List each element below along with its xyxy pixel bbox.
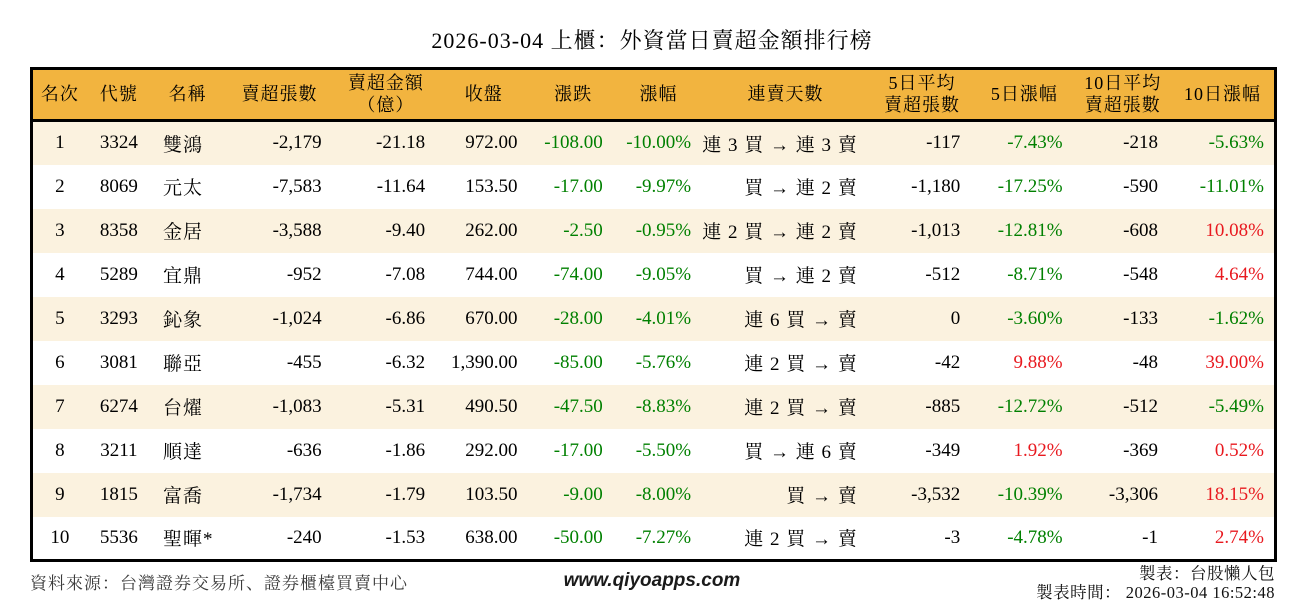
change-cell: -50.00 — [530, 517, 615, 561]
close-price-cell: 292.00 — [437, 429, 530, 473]
table-row — [32, 253, 1276, 297]
header-close: 收盤 — [437, 69, 530, 121]
sell-amount-cell: -9.40 — [335, 209, 437, 253]
header-avg5-volume: 5日平均 賣超張數 — [870, 69, 974, 121]
change-cell: -2.50 — [530, 209, 615, 253]
sell-volume-cell: -2,179 — [224, 121, 334, 165]
change-cell: -17.00 — [530, 165, 615, 209]
header-streak: 連賣天數 — [701, 69, 870, 121]
stock-name-cell: 聯亞 — [151, 341, 224, 385]
close-price-cell: 1,390.00 — [437, 341, 530, 385]
avg5-volume-cell: -1,180 — [870, 165, 974, 209]
avg10-volume-cell: -3,306 — [1075, 473, 1171, 517]
streak-cell: 買 → 連 2 賣 — [701, 165, 870, 209]
rank-cell: 1 — [32, 121, 87, 165]
pct5-cell: -7.43% — [974, 121, 1074, 165]
avg10-volume-cell: -218 — [1075, 121, 1171, 165]
streak-cell: 買 → 連 2 賣 — [701, 253, 870, 297]
header-avg10-volume: 10日平均 賣超張數 — [1075, 69, 1171, 121]
sell-amount-cell: -6.86 — [335, 297, 437, 341]
rank-cell: 3 — [32, 209, 87, 253]
header-rank: 名次 — [32, 69, 87, 121]
sell-amount-cell: -7.08 — [335, 253, 437, 297]
rank-cell: 6 — [32, 341, 87, 385]
rank-cell: 10 — [32, 517, 87, 561]
stock-name-cell: 台燿 — [151, 385, 224, 429]
avg5-volume-cell: 0 — [870, 297, 974, 341]
stock-code-cell: 8069 — [87, 165, 151, 209]
sell-amount-cell: -1.79 — [335, 473, 437, 517]
streak-cell: 連 3 買 → 連 3 賣 — [701, 121, 870, 165]
sell-amount-cell: -11.64 — [335, 165, 437, 209]
close-price-cell: 744.00 — [437, 253, 530, 297]
pct5-cell: -17.25% — [974, 165, 1074, 209]
stock-code-cell: 5536 — [87, 517, 151, 561]
pct10-cell: -5.63% — [1171, 121, 1276, 165]
pct5-cell: -3.60% — [974, 297, 1074, 341]
change-cell: -9.00 — [530, 473, 615, 517]
avg5-volume-cell: -885 — [870, 385, 974, 429]
stock-name-cell: 宜鼎 — [151, 253, 224, 297]
table-row — [32, 209, 1276, 253]
rank-cell: 9 — [32, 473, 87, 517]
streak-cell: 買 → 連 6 賣 — [701, 429, 870, 473]
sell-volume-cell: -952 — [224, 253, 334, 297]
sell-amount-cell: -1.86 — [335, 429, 437, 473]
header-change-pct: 漲幅 — [616, 69, 701, 121]
sell-volume-cell: -240 — [224, 517, 334, 561]
table-row — [32, 385, 1276, 429]
close-price-cell: 103.50 — [437, 473, 530, 517]
change-cell: -17.00 — [530, 429, 615, 473]
pct10-cell: -5.49% — [1171, 385, 1276, 429]
table-row — [32, 165, 1276, 209]
header-sell-amount: 賣超金額 （億） — [335, 69, 437, 121]
stock-name-cell: 聖暉* — [151, 517, 224, 561]
change-pct-cell: -7.27% — [616, 517, 701, 561]
avg5-volume-cell: -3 — [870, 517, 974, 561]
table-row — [32, 341, 1276, 385]
change-cell: -74.00 — [530, 253, 615, 297]
sell-volume-cell: -3,588 — [224, 209, 334, 253]
avg5-volume-cell: -1,013 — [870, 209, 974, 253]
pct5-cell: -12.72% — [974, 385, 1074, 429]
stock-code-cell: 8358 — [87, 209, 151, 253]
sell-amount-cell: -21.18 — [335, 121, 437, 165]
pct10-cell: 18.15% — [1171, 473, 1276, 517]
stock-name-cell: 金居 — [151, 209, 224, 253]
pct10-cell: 39.00% — [1171, 341, 1276, 385]
stock-name-cell: 鈊象 — [151, 297, 224, 341]
sell-volume-cell: -636 — [224, 429, 334, 473]
table-body — [32, 121, 1276, 561]
stock-code-cell: 5289 — [87, 253, 151, 297]
avg5-volume-cell: -42 — [870, 341, 974, 385]
table-header-row — [32, 69, 1276, 121]
pct5-cell: -4.78% — [974, 517, 1074, 561]
ranking-table — [30, 67, 1277, 562]
rank-cell: 4 — [32, 253, 87, 297]
table-row — [32, 297, 1276, 341]
sell-volume-cell: -1,734 — [224, 473, 334, 517]
header-pct10: 10日漲幅 — [1171, 69, 1276, 121]
streak-cell: 買 → 賣 — [701, 473, 870, 517]
stock-code-cell: 3211 — [87, 429, 151, 473]
change-pct-cell: -5.76% — [616, 341, 701, 385]
stock-code-cell: 3293 — [87, 297, 151, 341]
pct10-cell: 10.08% — [1171, 209, 1276, 253]
pct5-cell: 1.92% — [974, 429, 1074, 473]
avg10-volume-cell: -590 — [1075, 165, 1171, 209]
change-pct-cell: -4.01% — [616, 297, 701, 341]
avg5-volume-cell: -3,532 — [870, 473, 974, 517]
avg10-volume-cell: -1 — [1075, 517, 1171, 561]
table-row — [32, 517, 1276, 561]
close-price-cell: 638.00 — [437, 517, 530, 561]
avg10-volume-cell: -48 — [1075, 341, 1171, 385]
sell-amount-cell: -6.32 — [335, 341, 437, 385]
avg10-volume-cell: -133 — [1075, 297, 1171, 341]
header-code: 代號 — [87, 69, 151, 121]
stock-code-cell: 1815 — [87, 473, 151, 517]
sell-volume-cell: -7,583 — [224, 165, 334, 209]
sell-volume-cell: -455 — [224, 341, 334, 385]
avg10-volume-cell: -608 — [1075, 209, 1171, 253]
pct10-cell: 0.52% — [1171, 429, 1276, 473]
pct5-cell: -8.71% — [974, 253, 1074, 297]
stock-code-cell: 3324 — [87, 121, 151, 165]
pct10-cell: -1.62% — [1171, 297, 1276, 341]
header-change: 漲跌 — [530, 69, 615, 121]
rank-cell: 8 — [32, 429, 87, 473]
table-row — [32, 121, 1276, 165]
change-cell: -85.00 — [530, 341, 615, 385]
change-cell: -108.00 — [530, 121, 615, 165]
change-cell: -47.50 — [530, 385, 615, 429]
stock-name-cell: 元太 — [151, 165, 224, 209]
change-pct-cell: -5.50% — [616, 429, 701, 473]
sell-volume-cell: -1,083 — [224, 385, 334, 429]
close-price-cell: 670.00 — [437, 297, 530, 341]
pct10-cell: 2.74% — [1171, 517, 1276, 561]
streak-cell: 連 2 買 → 連 2 賣 — [701, 209, 870, 253]
streak-cell: 連 2 買 → 賣 — [701, 385, 870, 429]
close-price-cell: 490.50 — [437, 385, 530, 429]
made-time-label: 製表時間： 2026-03-04 16:52:48 — [1036, 583, 1275, 602]
stock-code-cell: 3081 — [87, 341, 151, 385]
website-url: www.qiyoapps.com — [563, 570, 741, 591]
change-pct-cell: -8.83% — [616, 385, 701, 429]
avg10-volume-cell: -512 — [1075, 385, 1171, 429]
credit-block — [1036, 564, 1275, 602]
pct10-cell: -11.01% — [1171, 165, 1276, 209]
avg5-volume-cell: -512 — [870, 253, 974, 297]
stock-name-cell: 雙鴻 — [151, 121, 224, 165]
close-price-cell: 972.00 — [437, 121, 530, 165]
streak-cell: 連 2 買 → 賣 — [701, 341, 870, 385]
close-price-cell: 153.50 — [437, 165, 530, 209]
page-title: 2026-03-04 上櫃：外資當日賣超金額排行榜 — [431, 28, 873, 53]
change-pct-cell: -10.00% — [616, 121, 701, 165]
close-price-cell: 262.00 — [437, 209, 530, 253]
change-pct-cell: -9.05% — [616, 253, 701, 297]
streak-cell: 連 2 買 → 賣 — [701, 517, 870, 561]
streak-cell: 連 6 買 → 賣 — [701, 297, 870, 341]
avg10-volume-cell: -369 — [1075, 429, 1171, 473]
pct10-cell: 4.64% — [1171, 253, 1276, 297]
pct5-cell: -12.81% — [974, 209, 1074, 253]
sell-amount-cell: -1.53 — [335, 517, 437, 561]
stock-name-cell: 富喬 — [151, 473, 224, 517]
table-row — [32, 429, 1276, 473]
stock-code-cell: 6274 — [87, 385, 151, 429]
rank-cell: 2 — [32, 165, 87, 209]
rank-cell: 5 — [32, 297, 87, 341]
sell-volume-cell: -1,024 — [224, 297, 334, 341]
avg5-volume-cell: -349 — [870, 429, 974, 473]
table-row — [32, 473, 1276, 517]
sell-amount-cell: -5.31 — [335, 385, 437, 429]
header-name: 名稱 — [151, 69, 224, 121]
avg10-volume-cell: -548 — [1075, 253, 1171, 297]
rank-cell: 7 — [32, 385, 87, 429]
change-pct-cell: -9.97% — [616, 165, 701, 209]
data-source-note: 資料來源：台灣證券交易所、證券櫃檯買賣中心 — [30, 574, 408, 593]
change-pct-cell: -0.95% — [616, 209, 701, 253]
maker-label: 製表：台股懶人包 — [1139, 564, 1275, 583]
change-pct-cell: -8.00% — [616, 473, 701, 517]
header-pct5: 5日漲幅 — [974, 69, 1074, 121]
stock-name-cell: 順達 — [151, 429, 224, 473]
avg5-volume-cell: -117 — [870, 121, 974, 165]
change-cell: -28.00 — [530, 297, 615, 341]
pct5-cell: -10.39% — [974, 473, 1074, 517]
header-sell-volume: 賣超張數 — [224, 69, 334, 121]
pct5-cell: 9.88% — [974, 341, 1074, 385]
